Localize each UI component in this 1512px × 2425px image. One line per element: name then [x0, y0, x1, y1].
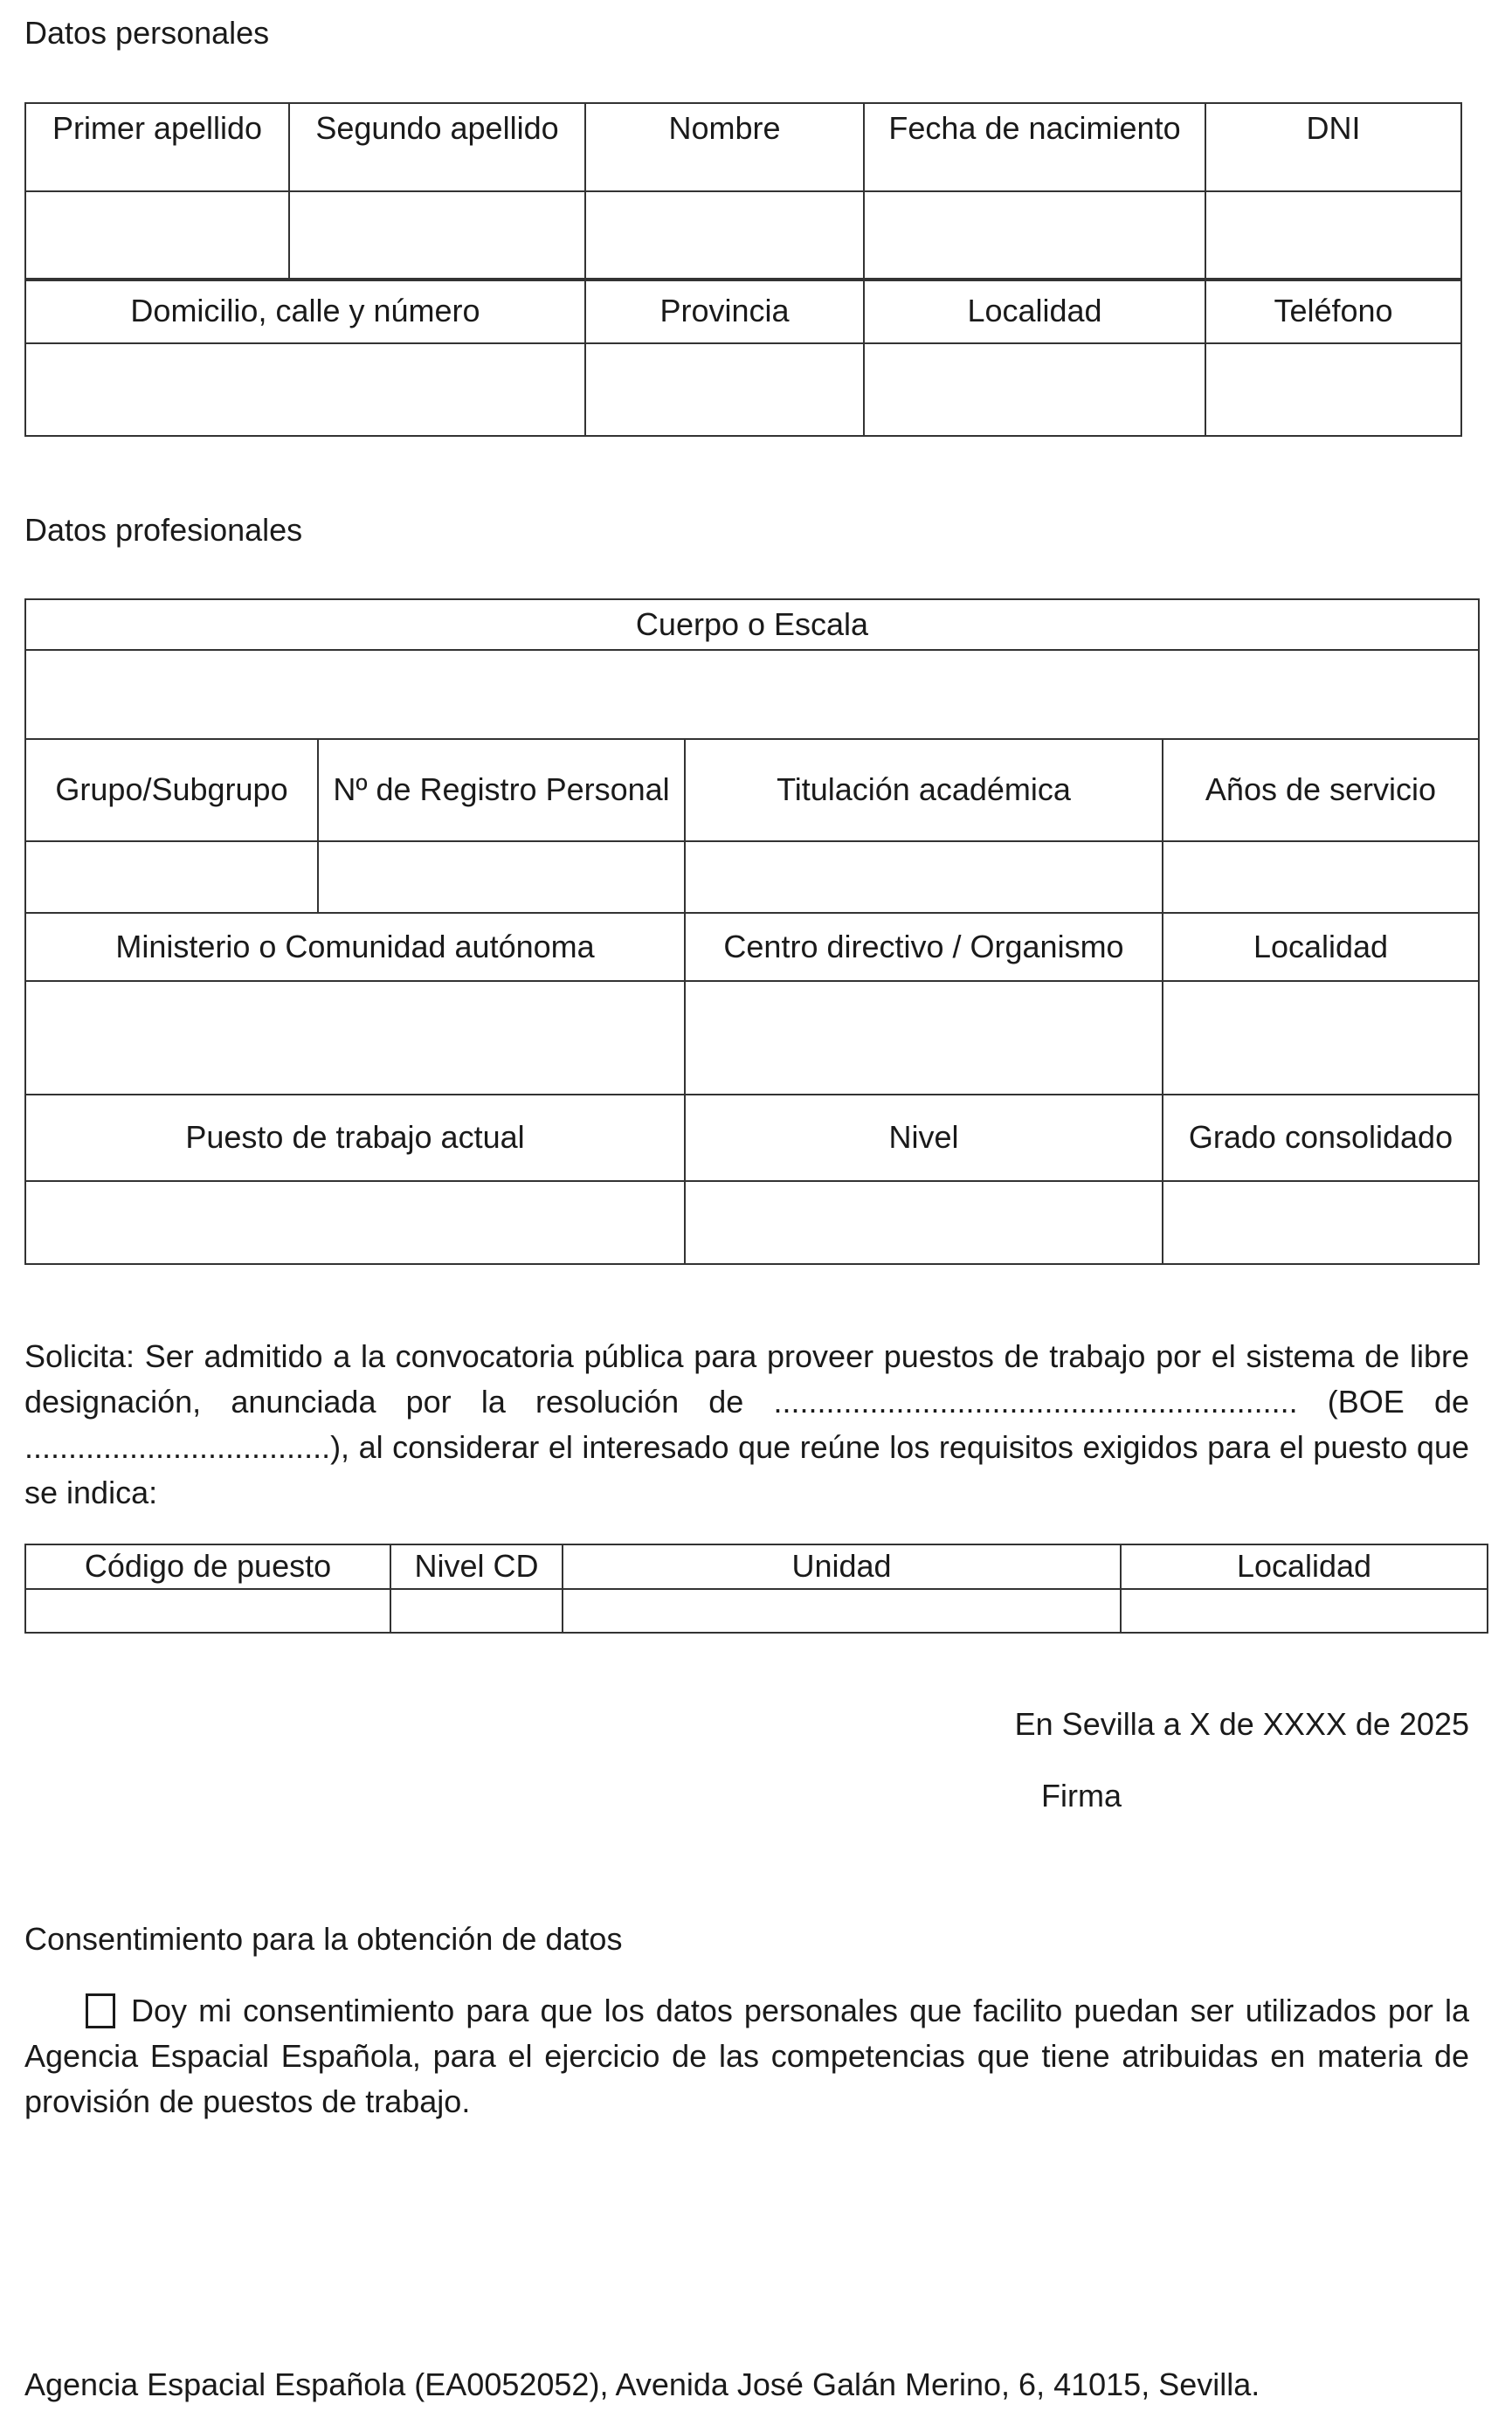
registro-personal-field[interactable] [318, 841, 685, 913]
nivel-cd-field[interactable] [390, 1589, 563, 1633]
grupo-table [24, 738, 1480, 914]
localidad-profesional-field[interactable] [1163, 981, 1479, 1095]
localidad-puesto-field[interactable] [1121, 1589, 1488, 1633]
header-anos-servicio: Años de servicio [1163, 739, 1479, 841]
ministerio-field[interactable] [25, 981, 685, 1095]
place-date: En Sevilla a X de XXXX de 2025 [1014, 1706, 1469, 1742]
signature-label: Firma [1041, 1778, 1122, 1814]
telefono-field[interactable] [1205, 343, 1461, 436]
grupo-subgrupo-field[interactable] [25, 841, 318, 913]
header-titulacion: Titulación académica [685, 739, 1163, 841]
unidad-field[interactable] [563, 1589, 1121, 1633]
personal-data-heading: Datos personales [24, 15, 270, 51]
header-telefono: Teléfono [1205, 279, 1461, 343]
header-localidad-puesto: Localidad [1121, 1544, 1488, 1589]
requested-position-table [24, 1544, 1488, 1634]
header-localidad-profesional: Localidad [1163, 913, 1479, 981]
footer-address: Agencia Espacial Española (EA0052052), Avenida José Galán Merino, 6, 41015, Sevilla. [24, 2366, 1260, 2402]
grado-consolidado-field[interactable] [1163, 1181, 1479, 1264]
header-localidad: Localidad [864, 279, 1205, 343]
primer-apellido-field[interactable] [25, 191, 289, 280]
header-fecha-nacimiento: Fecha de nacimiento [864, 103, 1205, 191]
consent-heading: Consentimiento para la obtención de datos [24, 1921, 623, 1957]
header-nombre: Nombre [585, 103, 864, 191]
consent-text: Doy mi consentimiento para que los datos personales que facilito puedan ser utilizados por la Agencia Espacial Española, para el ejercicio de las competencias que tiene atribuidas en materia de provisión de puestos de trabajo. [24, 1993, 1469, 2119]
nivel-field[interactable] [685, 1181, 1163, 1264]
dni-field[interactable] [1205, 191, 1461, 280]
header-grupo-subgrupo: Grupo/Subgrupo [25, 739, 318, 841]
titulacion-field[interactable] [685, 841, 1163, 913]
localidad-field[interactable] [864, 343, 1205, 436]
request-paragraph: Solicita: Ser admitido a la convocatoria pública para proveer puestos de trabajo por el sistema de libre designación, anunciada por la resolución de ............................................................ (BOE de ...................................), al considerar el interesado que reúne los requisitos exigidos para el puesto que se indica: [24, 1338, 1469, 1510]
personal-address-table [24, 278, 1462, 437]
header-ministerio: Ministerio o Comunidad autónoma [25, 913, 685, 981]
segundo-apellido-field[interactable] [289, 191, 585, 280]
fecha-nacimiento-field[interactable] [864, 191, 1205, 280]
domicilio-field[interactable] [25, 343, 585, 436]
cuerpo-escala-field[interactable] [25, 650, 1479, 739]
header-nivel-cd: Nivel CD [390, 1544, 563, 1589]
header-cuerpo-escala: Cuerpo o Escala [25, 599, 1479, 650]
personal-data-table [24, 102, 1462, 281]
cuerpo-escala-table [24, 598, 1480, 740]
header-puesto-actual: Puesto de trabajo actual [25, 1095, 685, 1181]
header-provincia: Provincia [585, 279, 864, 343]
header-nivel: Nivel [685, 1095, 1163, 1181]
codigo-puesto-field[interactable] [25, 1589, 390, 1633]
consent-checkbox[interactable] [86, 1993, 115, 2028]
ministerio-table [24, 912, 1480, 1095]
centro-directivo-field[interactable] [685, 981, 1163, 1095]
header-dni: DNI [1205, 103, 1461, 191]
header-segundo-apellido: Segundo apellido [289, 103, 585, 191]
header-codigo-puesto: Código de puesto [25, 1544, 390, 1589]
header-registro-personal: Nº de Registro Personal [318, 739, 685, 841]
nombre-field[interactable] [585, 191, 864, 280]
puesto-table [24, 1094, 1480, 1265]
provincia-field[interactable] [585, 343, 864, 436]
header-centro-directivo: Centro directivo / Organismo [685, 913, 1163, 981]
consent-paragraph [24, 1988, 1469, 2124]
professional-data-heading: Datos profesionales [24, 512, 303, 548]
header-unidad: Unidad [563, 1544, 1121, 1589]
puesto-actual-field[interactable] [25, 1181, 685, 1264]
header-grado-consolidado: Grado consolidado [1163, 1095, 1479, 1181]
header-domicilio: Domicilio, calle y número [25, 279, 585, 343]
anos-servicio-field[interactable] [1163, 841, 1479, 913]
header-primer-apellido: Primer apellido [25, 103, 289, 191]
